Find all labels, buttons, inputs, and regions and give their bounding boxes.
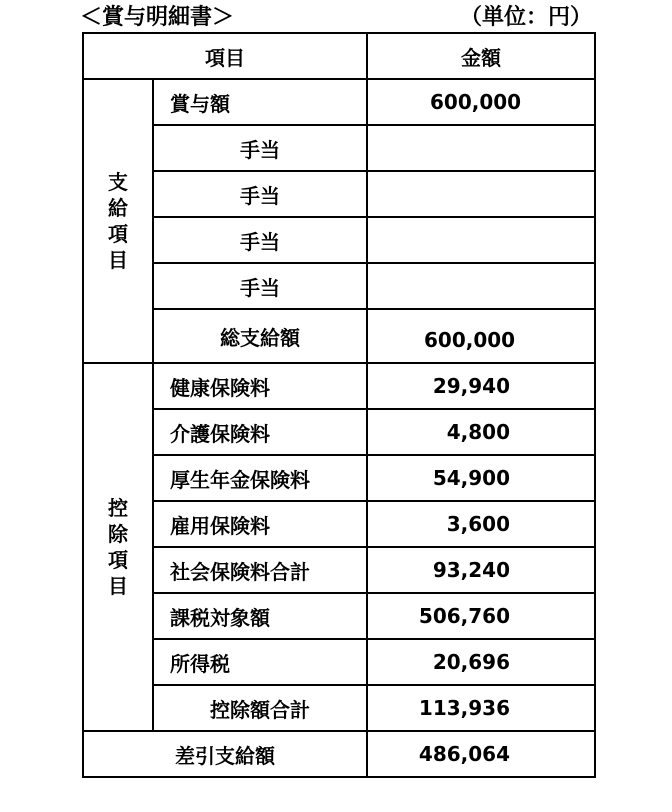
table-header-row (83, 33, 595, 79)
row-amount: 3,600 (367, 501, 595, 547)
net-payment-row (83, 731, 595, 777)
table-row (83, 455, 595, 501)
table-row (83, 409, 595, 455)
table-row (83, 125, 595, 171)
row-label: 所得税 (153, 639, 367, 685)
row-label: 雇用保険料 (153, 501, 367, 547)
table-row (83, 309, 595, 363)
row-amount: 20,696 (367, 639, 595, 685)
document-title: ＜賞与明細書＞ (80, 4, 235, 30)
row-label: 健康保険料 (153, 363, 367, 409)
deduction-total-label: 控除額合計 (153, 685, 367, 731)
row-amount: 93,240 (367, 547, 595, 593)
table-row (83, 547, 595, 593)
deduction-total-amount: 113,936 (367, 685, 595, 731)
row-label: 手当 (153, 171, 367, 217)
header-item: 項目 (83, 33, 367, 79)
table-row (83, 639, 595, 685)
row-label: 介護保険料 (153, 409, 367, 455)
table-row (83, 593, 595, 639)
bonus-statement-table (82, 32, 596, 778)
row-amount (367, 263, 595, 309)
row-label: 賞与額 (153, 79, 367, 125)
net-payment-amount: 486,064 (367, 731, 595, 777)
row-label: 手当 (153, 263, 367, 309)
row-amount (367, 217, 595, 263)
row-label: 厚生年金保険料 (153, 455, 367, 501)
table-row (83, 171, 595, 217)
row-amount: 4,800 (367, 409, 595, 455)
payment-total-label: 総支給額 (153, 309, 367, 363)
header-amount: 金額 (367, 33, 595, 79)
row-amount: 29,940 (367, 363, 595, 409)
table-row (83, 217, 595, 263)
unit-note: （単位：円） (459, 4, 592, 30)
row-label: 社会保険料合計 (153, 547, 367, 593)
payment-total-amount: 600,000 (367, 309, 595, 363)
table-row (83, 263, 595, 309)
row-label: 課税対象額 (153, 593, 367, 639)
table-row (83, 501, 595, 547)
row-label: 手当 (153, 125, 367, 171)
row-label: 手当 (153, 217, 367, 263)
payment-section-label: 支給項目 (83, 79, 153, 363)
row-amount (367, 125, 595, 171)
row-amount (367, 171, 595, 217)
table-row (83, 363, 595, 409)
row-amount: 506,760 (367, 593, 595, 639)
row-amount: 600,000 (367, 79, 595, 125)
table-row (83, 79, 595, 125)
net-payment-label: 差引支給額 (83, 731, 367, 777)
deduction-section-label: 控除項目 (83, 363, 153, 731)
table-row (83, 685, 595, 731)
row-amount: 54,900 (367, 455, 595, 501)
